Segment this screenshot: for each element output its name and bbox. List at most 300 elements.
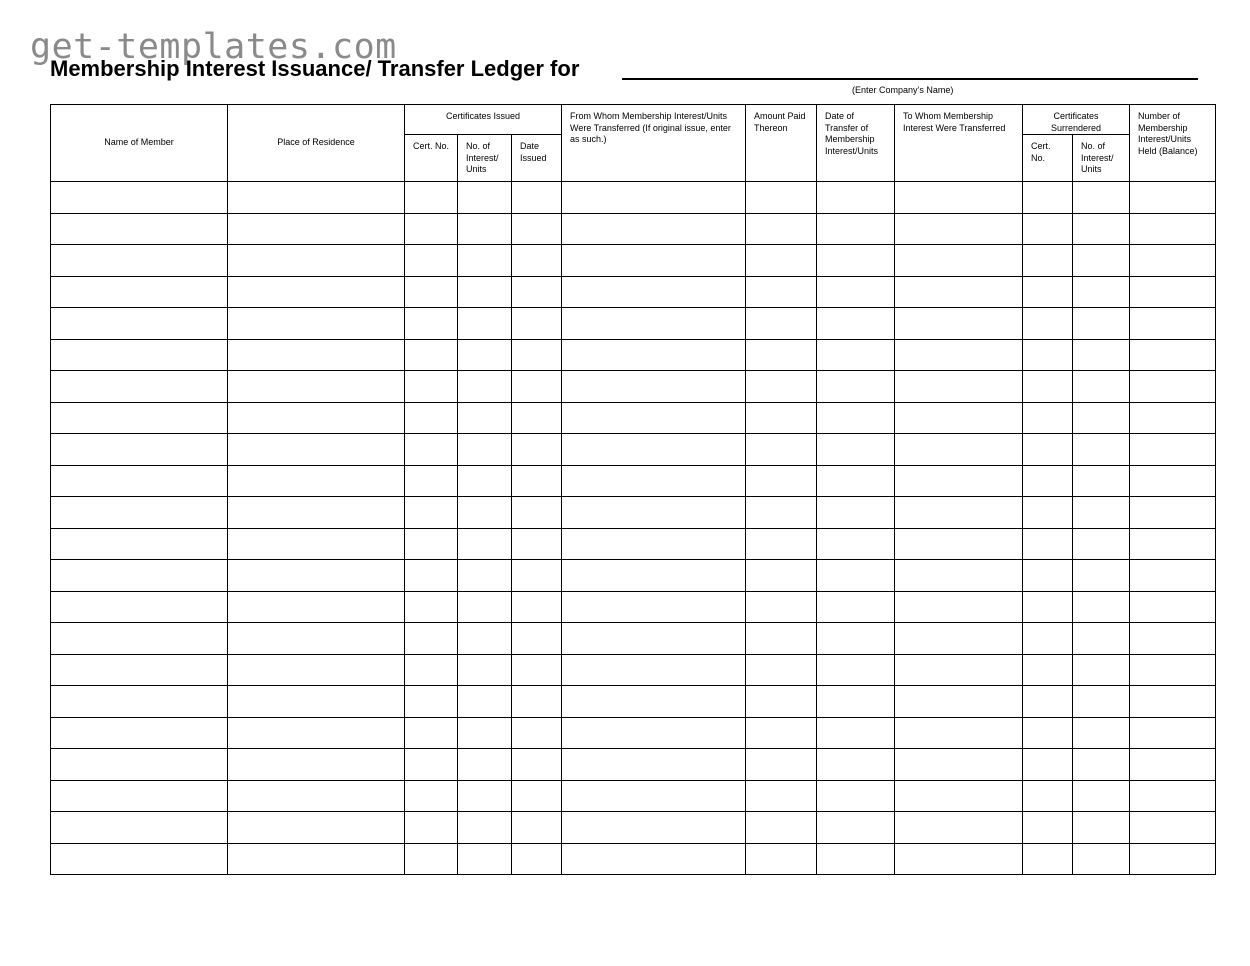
table-cell[interactable] <box>1130 339 1216 371</box>
table-cell[interactable] <box>1023 182 1073 214</box>
table-cell[interactable] <box>1023 623 1073 655</box>
table-row <box>51 245 1216 277</box>
table-cell[interactable] <box>895 497 1023 529</box>
table-row <box>51 182 1216 214</box>
table-cell[interactable] <box>746 339 817 371</box>
table-cell[interactable] <box>1073 843 1130 875</box>
company-name-hint: (Enter Company’s Name) <box>852 85 954 95</box>
table-cell[interactable] <box>51 780 228 812</box>
table-cell[interactable] <box>228 402 405 434</box>
table-cell[interactable] <box>1073 560 1130 592</box>
table-cell[interactable] <box>562 812 746 844</box>
table-cell[interactable] <box>512 497 562 529</box>
table-cell[interactable] <box>228 686 405 718</box>
table-cell[interactable] <box>817 182 895 214</box>
table-cell[interactable] <box>405 276 458 308</box>
table-cell[interactable] <box>562 402 746 434</box>
table-cell[interactable] <box>562 560 746 592</box>
table-cell[interactable] <box>228 780 405 812</box>
table-cell[interactable] <box>1130 434 1216 466</box>
table-cell[interactable] <box>895 402 1023 434</box>
table-cell[interactable] <box>746 213 817 245</box>
table-cell[interactable] <box>512 780 562 812</box>
header-certificates-issued: Certificates Issued <box>405 105 562 135</box>
table-cell[interactable] <box>512 402 562 434</box>
table-cell[interactable] <box>51 749 228 781</box>
table-cell[interactable] <box>1073 686 1130 718</box>
table-cell[interactable] <box>1130 654 1216 686</box>
table-cell[interactable] <box>817 402 895 434</box>
table-cell[interactable] <box>512 182 562 214</box>
table-row <box>51 371 1216 403</box>
ledger-body <box>51 182 1216 875</box>
header-name-of-member: Name of Member <box>51 105 228 182</box>
table-cell[interactable] <box>1073 528 1130 560</box>
table-cell[interactable] <box>895 434 1023 466</box>
table-cell[interactable] <box>458 402 512 434</box>
table-cell[interactable] <box>51 276 228 308</box>
table-cell[interactable] <box>817 528 895 560</box>
table-cell[interactable] <box>1073 654 1130 686</box>
table-cell[interactable] <box>51 434 228 466</box>
table-cell[interactable] <box>51 308 228 340</box>
table-cell[interactable] <box>817 245 895 277</box>
table-cell[interactable] <box>746 497 817 529</box>
table-cell[interactable] <box>458 182 512 214</box>
table-row <box>51 812 1216 844</box>
table-cell[interactable] <box>1130 213 1216 245</box>
table-cell[interactable] <box>51 245 228 277</box>
table-cell[interactable] <box>817 717 895 749</box>
table-cell[interactable] <box>512 623 562 655</box>
table-cell[interactable] <box>1023 402 1073 434</box>
table-cell[interactable] <box>228 182 405 214</box>
table-cell[interactable] <box>1073 276 1130 308</box>
table-cell[interactable] <box>405 213 458 245</box>
table-cell[interactable] <box>228 528 405 560</box>
table-cell[interactable] <box>895 560 1023 592</box>
header-amount-paid: Amount Paid Thereon <box>746 105 817 182</box>
table-cell[interactable] <box>512 843 562 875</box>
table-cell[interactable] <box>405 371 458 403</box>
table-cell[interactable] <box>458 245 512 277</box>
table-cell[interactable] <box>895 182 1023 214</box>
table-cell[interactable] <box>512 308 562 340</box>
table-cell[interactable] <box>228 749 405 781</box>
table-cell[interactable] <box>895 339 1023 371</box>
table-cell[interactable] <box>512 434 562 466</box>
table-cell[interactable] <box>228 434 405 466</box>
table-cell[interactable] <box>895 654 1023 686</box>
table-cell[interactable] <box>746 560 817 592</box>
table-cell[interactable] <box>562 245 746 277</box>
table-cell[interactable] <box>1023 686 1073 718</box>
table-cell[interactable] <box>562 371 746 403</box>
table-cell[interactable] <box>746 371 817 403</box>
table-cell[interactable] <box>405 182 458 214</box>
table-cell[interactable] <box>562 623 746 655</box>
table-cell[interactable] <box>1130 686 1216 718</box>
table-row <box>51 654 1216 686</box>
table-cell[interactable] <box>746 717 817 749</box>
header-to-whom: To Whom Membership Interest Were Transferred <box>895 105 1023 182</box>
table-cell[interactable] <box>1023 308 1073 340</box>
table-cell[interactable] <box>405 686 458 718</box>
table-cell[interactable] <box>51 528 228 560</box>
table-row <box>51 497 1216 529</box>
table-row <box>51 717 1216 749</box>
table-cell[interactable] <box>405 245 458 277</box>
table-cell[interactable] <box>458 560 512 592</box>
table-cell[interactable] <box>1073 339 1130 371</box>
table-cell[interactable] <box>512 591 562 623</box>
table-cell[interactable] <box>51 591 228 623</box>
table-cell[interactable] <box>895 843 1023 875</box>
table-cell[interactable] <box>895 623 1023 655</box>
table-cell[interactable] <box>512 686 562 718</box>
table-cell[interactable] <box>1130 812 1216 844</box>
table-cell[interactable] <box>817 276 895 308</box>
table-cell[interactable] <box>895 371 1023 403</box>
table-cell[interactable] <box>895 780 1023 812</box>
table-cell[interactable] <box>562 465 746 497</box>
table-cell[interactable] <box>51 843 228 875</box>
table-cell[interactable] <box>405 749 458 781</box>
header-surrendered-no-of-interest-units: No. of Interest/ Units <box>1073 135 1130 182</box>
table-cell[interactable] <box>405 465 458 497</box>
header-surrendered-cert-no: Cert. No. <box>1023 135 1073 182</box>
table-cell[interactable] <box>562 780 746 812</box>
table-cell[interactable] <box>1130 749 1216 781</box>
table-cell[interactable] <box>895 213 1023 245</box>
table-cell[interactable] <box>458 812 512 844</box>
table-cell[interactable] <box>51 371 228 403</box>
table-cell[interactable] <box>1073 245 1130 277</box>
table-cell[interactable] <box>228 812 405 844</box>
table-cell[interactable] <box>228 339 405 371</box>
table-cell[interactable] <box>405 717 458 749</box>
table-cell[interactable] <box>1130 402 1216 434</box>
table-cell[interactable] <box>228 591 405 623</box>
table-cell[interactable] <box>817 371 895 403</box>
table-cell[interactable] <box>405 308 458 340</box>
table-cell[interactable] <box>1130 182 1216 214</box>
table-cell[interactable] <box>1130 371 1216 403</box>
table-cell[interactable] <box>895 308 1023 340</box>
table-cell[interactable] <box>228 497 405 529</box>
table-cell[interactable] <box>405 843 458 875</box>
table-cell[interactable] <box>458 843 512 875</box>
table-cell[interactable] <box>1023 591 1073 623</box>
table-cell[interactable] <box>228 717 405 749</box>
table-cell[interactable] <box>746 843 817 875</box>
table-cell[interactable] <box>1023 560 1073 592</box>
table-cell[interactable] <box>1023 780 1073 812</box>
table-cell[interactable] <box>512 245 562 277</box>
table-cell[interactable] <box>1073 182 1130 214</box>
table-cell[interactable] <box>817 843 895 875</box>
ledger-table <box>50 104 1216 875</box>
table-cell[interactable] <box>405 654 458 686</box>
table-cell[interactable] <box>1130 308 1216 340</box>
table-cell[interactable] <box>405 402 458 434</box>
table-cell[interactable] <box>228 560 405 592</box>
table-row <box>51 591 1216 623</box>
table-cell[interactable] <box>746 434 817 466</box>
table-cell[interactable] <box>1023 528 1073 560</box>
header-certificates-surrendered: Certificates Surrendered <box>1023 105 1130 135</box>
table-row <box>51 623 1216 655</box>
table-cell[interactable] <box>817 497 895 529</box>
company-name-field[interactable] <box>622 78 1198 80</box>
table-cell[interactable] <box>817 465 895 497</box>
table-cell[interactable] <box>746 812 817 844</box>
table-cell[interactable] <box>746 686 817 718</box>
table-row <box>51 528 1216 560</box>
table-cell[interactable] <box>1073 717 1130 749</box>
table-cell[interactable] <box>512 213 562 245</box>
table-cell[interactable] <box>817 654 895 686</box>
table-cell[interactable] <box>1130 497 1216 529</box>
table-cell[interactable] <box>817 812 895 844</box>
table-cell[interactable] <box>1073 497 1130 529</box>
table-cell[interactable] <box>458 339 512 371</box>
header-date-of-transfer: Date of Transfer of Membership Interest/Units <box>817 105 895 182</box>
table-cell[interactable] <box>1130 780 1216 812</box>
table-cell[interactable] <box>458 308 512 340</box>
table-cell[interactable] <box>458 780 512 812</box>
table-cell[interactable] <box>1023 339 1073 371</box>
table-cell[interactable] <box>1023 213 1073 245</box>
table-cell[interactable] <box>51 497 228 529</box>
table-cell[interactable] <box>1073 402 1130 434</box>
table-cell[interactable] <box>1023 434 1073 466</box>
table-cell[interactable] <box>458 465 512 497</box>
table-cell[interactable] <box>1073 780 1130 812</box>
table-cell[interactable] <box>1130 717 1216 749</box>
table-cell[interactable] <box>562 749 746 781</box>
table-row <box>51 339 1216 371</box>
table-cell[interactable] <box>228 654 405 686</box>
table-cell[interactable] <box>458 686 512 718</box>
table-cell[interactable] <box>51 182 228 214</box>
table-cell[interactable] <box>405 812 458 844</box>
table-cell[interactable] <box>817 560 895 592</box>
table-row <box>51 213 1216 245</box>
table-cell[interactable] <box>746 245 817 277</box>
table-cell[interactable] <box>458 497 512 529</box>
table-cell[interactable] <box>895 686 1023 718</box>
table-cell[interactable] <box>405 434 458 466</box>
table-cell[interactable] <box>228 276 405 308</box>
table-cell[interactable] <box>1073 812 1130 844</box>
table-cell[interactable] <box>746 182 817 214</box>
table-cell[interactable] <box>746 749 817 781</box>
table-cell[interactable] <box>817 749 895 781</box>
table-cell[interactable] <box>746 276 817 308</box>
table-cell[interactable] <box>1023 245 1073 277</box>
header-cert-no: Cert. No. <box>405 135 458 182</box>
table-cell[interactable] <box>817 308 895 340</box>
table-cell[interactable] <box>1023 749 1073 781</box>
table-cell[interactable] <box>1073 591 1130 623</box>
table-cell[interactable] <box>1130 276 1216 308</box>
table-cell[interactable] <box>51 686 228 718</box>
table-cell[interactable] <box>458 654 512 686</box>
table-cell[interactable] <box>228 308 405 340</box>
table-cell[interactable] <box>746 654 817 686</box>
table-row <box>51 276 1216 308</box>
table-cell[interactable] <box>1073 749 1130 781</box>
table-row <box>51 402 1216 434</box>
table-cell[interactable] <box>746 623 817 655</box>
table-cell[interactable] <box>512 717 562 749</box>
table-cell[interactable] <box>458 623 512 655</box>
table-row <box>51 843 1216 875</box>
table-cell[interactable] <box>405 339 458 371</box>
table-cell[interactable] <box>746 591 817 623</box>
table-cell[interactable] <box>405 560 458 592</box>
table-cell[interactable] <box>1023 465 1073 497</box>
table-cell[interactable] <box>1023 717 1073 749</box>
table-cell[interactable] <box>895 591 1023 623</box>
table-cell[interactable] <box>817 213 895 245</box>
table-cell[interactable] <box>562 686 746 718</box>
table-cell[interactable] <box>746 402 817 434</box>
table-cell[interactable] <box>228 371 405 403</box>
table-cell[interactable] <box>228 465 405 497</box>
table-cell[interactable] <box>562 182 746 214</box>
table-cell[interactable] <box>228 843 405 875</box>
table-row <box>51 780 1216 812</box>
table-cell[interactable] <box>405 528 458 560</box>
table-cell[interactable] <box>895 812 1023 844</box>
table-cell[interactable] <box>562 528 746 560</box>
table-cell[interactable] <box>51 339 228 371</box>
table-cell[interactable] <box>458 528 512 560</box>
table-cell[interactable] <box>405 497 458 529</box>
table-cell[interactable] <box>51 213 228 245</box>
table-cell[interactable] <box>1130 591 1216 623</box>
table-cell[interactable] <box>1073 213 1130 245</box>
table-cell[interactable] <box>1023 812 1073 844</box>
table-row <box>51 560 1216 592</box>
table-cell[interactable] <box>512 812 562 844</box>
watermark: get-templates.com <box>30 27 397 67</box>
table-cell[interactable] <box>746 465 817 497</box>
table-cell[interactable] <box>405 623 458 655</box>
table-cell[interactable] <box>562 339 746 371</box>
table-cell[interactable] <box>51 623 228 655</box>
table-cell[interactable] <box>817 686 895 718</box>
table-cell[interactable] <box>562 843 746 875</box>
table-cell[interactable] <box>512 560 562 592</box>
table-cell[interactable] <box>895 465 1023 497</box>
table-cell[interactable] <box>458 591 512 623</box>
table-cell[interactable] <box>405 780 458 812</box>
table-cell[interactable] <box>512 276 562 308</box>
table-cell[interactable] <box>746 780 817 812</box>
table-cell[interactable] <box>1130 623 1216 655</box>
table-cell[interactable] <box>562 717 746 749</box>
table-row <box>51 308 1216 340</box>
table-cell[interactable] <box>817 591 895 623</box>
table-cell[interactable] <box>458 213 512 245</box>
table-cell[interactable] <box>51 654 228 686</box>
table-cell[interactable] <box>228 623 405 655</box>
table-cell[interactable] <box>1023 497 1073 529</box>
table-cell[interactable] <box>458 749 512 781</box>
table-cell[interactable] <box>51 402 228 434</box>
table-cell[interactable] <box>1130 465 1216 497</box>
table-cell[interactable] <box>1073 623 1130 655</box>
table-cell[interactable] <box>458 717 512 749</box>
table-cell[interactable] <box>562 434 746 466</box>
table-cell[interactable] <box>746 308 817 340</box>
table-cell[interactable] <box>405 591 458 623</box>
table-cell[interactable] <box>1023 654 1073 686</box>
table-cell[interactable] <box>1073 371 1130 403</box>
table-cell[interactable] <box>458 434 512 466</box>
table-cell[interactable] <box>895 276 1023 308</box>
table-row <box>51 686 1216 718</box>
table-cell[interactable] <box>1023 843 1073 875</box>
table-cell[interactable] <box>1023 371 1073 403</box>
table-cell[interactable] <box>562 276 746 308</box>
table-cell[interactable] <box>512 749 562 781</box>
table-cell[interactable] <box>228 245 405 277</box>
table-cell[interactable] <box>512 528 562 560</box>
table-row <box>51 465 1216 497</box>
table-cell[interactable] <box>1130 245 1216 277</box>
table-cell[interactable] <box>1073 434 1130 466</box>
table-cell[interactable] <box>512 371 562 403</box>
table-cell[interactable] <box>51 717 228 749</box>
table-cell[interactable] <box>746 528 817 560</box>
table-cell[interactable] <box>562 497 746 529</box>
table-cell[interactable] <box>895 717 1023 749</box>
table-cell[interactable] <box>458 371 512 403</box>
table-cell[interactable] <box>817 339 895 371</box>
table-cell[interactable] <box>51 560 228 592</box>
table-cell[interactable] <box>512 654 562 686</box>
table-cell[interactable] <box>562 308 746 340</box>
form-title: Membership Interest Issuance/ Transfer Ledger for <box>50 56 580 81</box>
table-cell[interactable] <box>817 623 895 655</box>
table-cell[interactable] <box>458 276 512 308</box>
table-cell[interactable] <box>1130 843 1216 875</box>
table-cell[interactable] <box>228 213 405 245</box>
table-cell[interactable] <box>895 528 1023 560</box>
table-cell[interactable] <box>1130 560 1216 592</box>
header-from-whom: From Whom Membership Interest/Units Were Transferred (If original issue, enter as such.) <box>562 105 746 182</box>
table-cell[interactable] <box>51 812 228 844</box>
table-cell[interactable] <box>512 339 562 371</box>
table-cell[interactable] <box>1130 528 1216 560</box>
table-cell[interactable] <box>562 654 746 686</box>
table-cell[interactable] <box>817 780 895 812</box>
table-cell[interactable] <box>1073 308 1130 340</box>
table-cell[interactable] <box>817 434 895 466</box>
table-cell[interactable] <box>562 213 746 245</box>
table-cell[interactable] <box>895 245 1023 277</box>
table-cell[interactable] <box>562 591 746 623</box>
table-cell[interactable] <box>512 465 562 497</box>
table-cell[interactable] <box>1073 465 1130 497</box>
table-cell[interactable] <box>1023 276 1073 308</box>
table-cell[interactable] <box>895 749 1023 781</box>
table-cell[interactable] <box>51 465 228 497</box>
